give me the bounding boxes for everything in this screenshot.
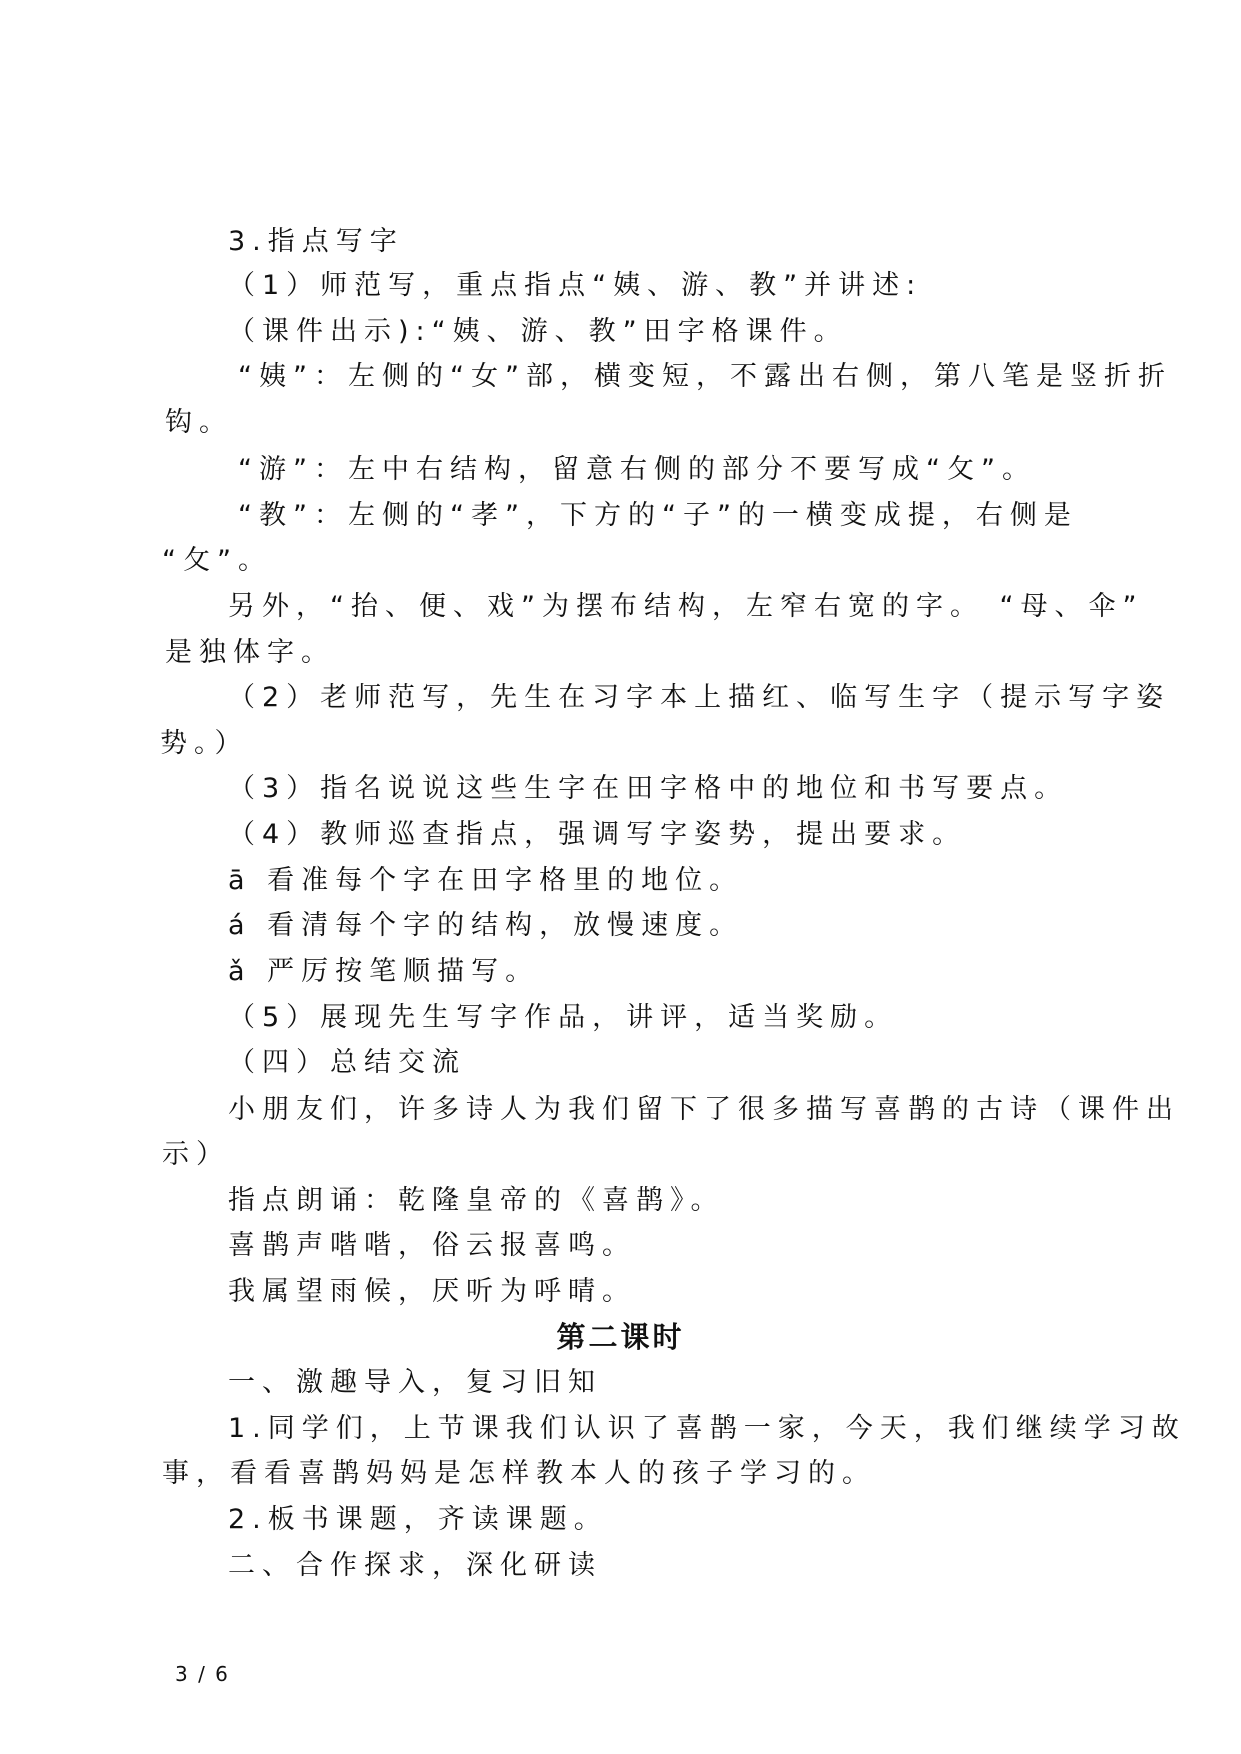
page-number: 3 / 6: [175, 1662, 230, 1686]
text-line: “攵”。: [162, 545, 272, 576]
text-line: 2.板书课题，齐读课题。: [228, 1504, 608, 1535]
text-line: ǎ 严厉按笔顺描写。: [228, 956, 540, 987]
section-heading: 第二课时: [556, 1320, 685, 1354]
text-line: 事，看看喜鹊妈妈是怎样教本人的孩子学习的。: [162, 1458, 876, 1489]
text-line: （3）指名说说这些生字在田字格中的地位和书写要点。: [228, 773, 1069, 804]
text-line: “游”：左中右结构，留意右侧的部分不要写成“攵”。: [238, 454, 1036, 485]
text-line: 喜鹊声喈喈，俗云报喜鸣。: [228, 1230, 636, 1261]
text-line: 我属望雨候，厌听为呼晴。: [228, 1276, 636, 1307]
text-line: （1）师范写，重点指点“姨、游、教”并讲述:: [228, 270, 923, 301]
text-line: “教”：左侧的“孝”，下方的“子”的一横变成提，右侧是: [238, 500, 1078, 531]
text-line: “姨”：左侧的“女”部，横变短，不露出右侧，第八笔是竖折折: [238, 361, 1172, 392]
text-line: á 看清每个字的结构，放慢速度。: [228, 910, 744, 941]
text-line: 小朋友们，许多诗人为我们留下了很多描写喜鹊的古诗（课件出: [228, 1094, 1180, 1125]
text-line: （4）教师巡查指点，强调写字姿势，提出要求。: [228, 819, 967, 850]
text-line: 势。）: [160, 728, 249, 759]
text-line: 另外，“抬、便、戏”为摆布结构，左窄右宽的字。 “母、伞”: [228, 591, 1144, 622]
text-line: 1.同学们，上节课我们认识了喜鹊一家，今天，我们继续学习故: [228, 1413, 1186, 1444]
text-line: 3.指点写字: [228, 226, 404, 257]
text-line: （5）展现先生写字作品，讲评，适当奖励。: [228, 1002, 899, 1033]
text-line: 二、合作探求，深化研读: [228, 1550, 602, 1581]
text-line: 是独体字。: [165, 637, 335, 668]
text-line: （四）总结交流: [228, 1047, 466, 1078]
text-line: 钩。: [165, 407, 233, 438]
text-line: 指点朗诵：乾隆皇帝的《喜鹊》。: [228, 1185, 725, 1216]
text-line: 一、激趣导入，复习旧知: [228, 1367, 602, 1398]
text-line: 示）: [162, 1139, 230, 1170]
text-line: （课件出示):“姨、游、教”田字格课件。: [228, 316, 848, 347]
text-line: ā 看准每个字在田字格里的地位。: [228, 865, 744, 896]
text-line: （2）老师范写，先生在习字本上描红、临写生字（提示写字姿: [228, 682, 1171, 713]
